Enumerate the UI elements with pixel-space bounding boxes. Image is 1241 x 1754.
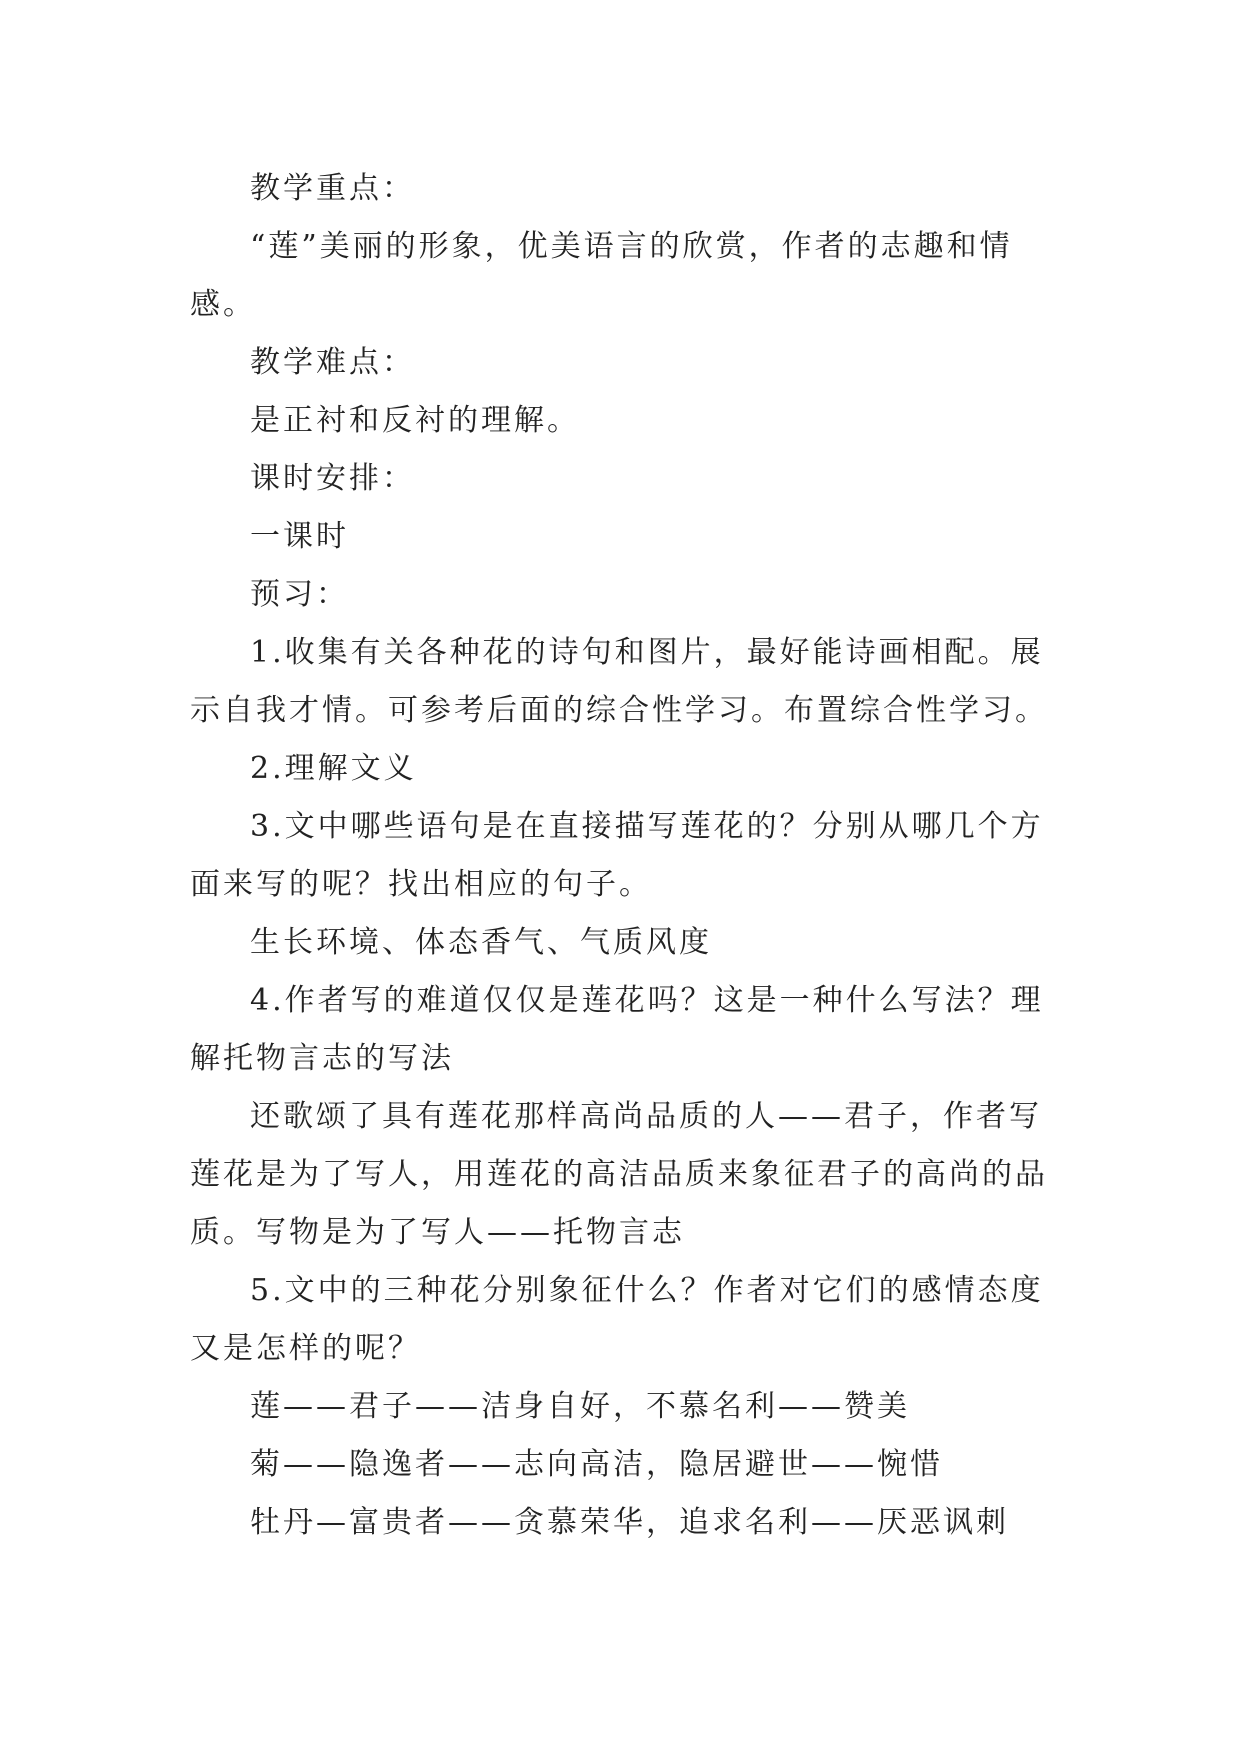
preview-item-1: 1.收集有关各种花的诗句和图片，最好能诗画相配。展示自我才情。可参考后面的综合性学习。布置综合性学习。 <box>190 635 1048 728</box>
heading-teaching-focus: 教学重点： <box>250 171 415 206</box>
heading-teaching-difficulty: 教学难点： <box>250 345 415 380</box>
heading-preview: 预习： <box>250 577 349 612</box>
paragraph-class-schedule-content: 一课时 <box>250 519 349 554</box>
preview-item-2: 2.理解文义 <box>250 751 417 786</box>
preview-item-4: 4.作者写的难道仅仅是莲花吗？这是一种什么写法？理解托物言志的写法 <box>190 983 1044 1076</box>
preview-item-4-answer: 还歌颂了具有莲花那样高尚品质的人——君子，作者写莲花是为了写人，用莲花的高洁品质来象征君子的高尚的品质。写物是为了写人——托物言志 <box>190 1099 1048 1250</box>
heading-class-schedule: 课时安排： <box>250 461 415 496</box>
symbol-line-peony: 牡丹—富贵者——贪慕荣华，追求名利——厌恶讽刺 <box>250 1505 1009 1540</box>
preview-item-3-answer: 生长环境、体态香气、气质风度 <box>250 925 712 960</box>
document-body <box>190 160 1070 1552</box>
paragraph-teaching-focus-content: “莲”美丽的形象，优美语言的欣赏，作者的志趣和情感。 <box>190 229 1013 322</box>
symbol-line-chrysanthemum: 菊——隐逸者——志向高洁，隐居避世——惋惜 <box>250 1447 943 1482</box>
preview-item-5: 5.文中的三种花分别象征什么？作者对它们的感情态度又是怎样的呢？ <box>190 1273 1044 1366</box>
paragraph-teaching-difficulty-content: 是正衬和反衬的理解。 <box>250 403 580 438</box>
symbol-line-lotus: 莲——君子——洁身自好，不慕名利——赞美 <box>250 1389 910 1424</box>
preview-item-3: 3.文中哪些语句是在直接描写莲花的？分别从哪几个方面来写的呢？找出相应的句子。 <box>190 809 1044 902</box>
